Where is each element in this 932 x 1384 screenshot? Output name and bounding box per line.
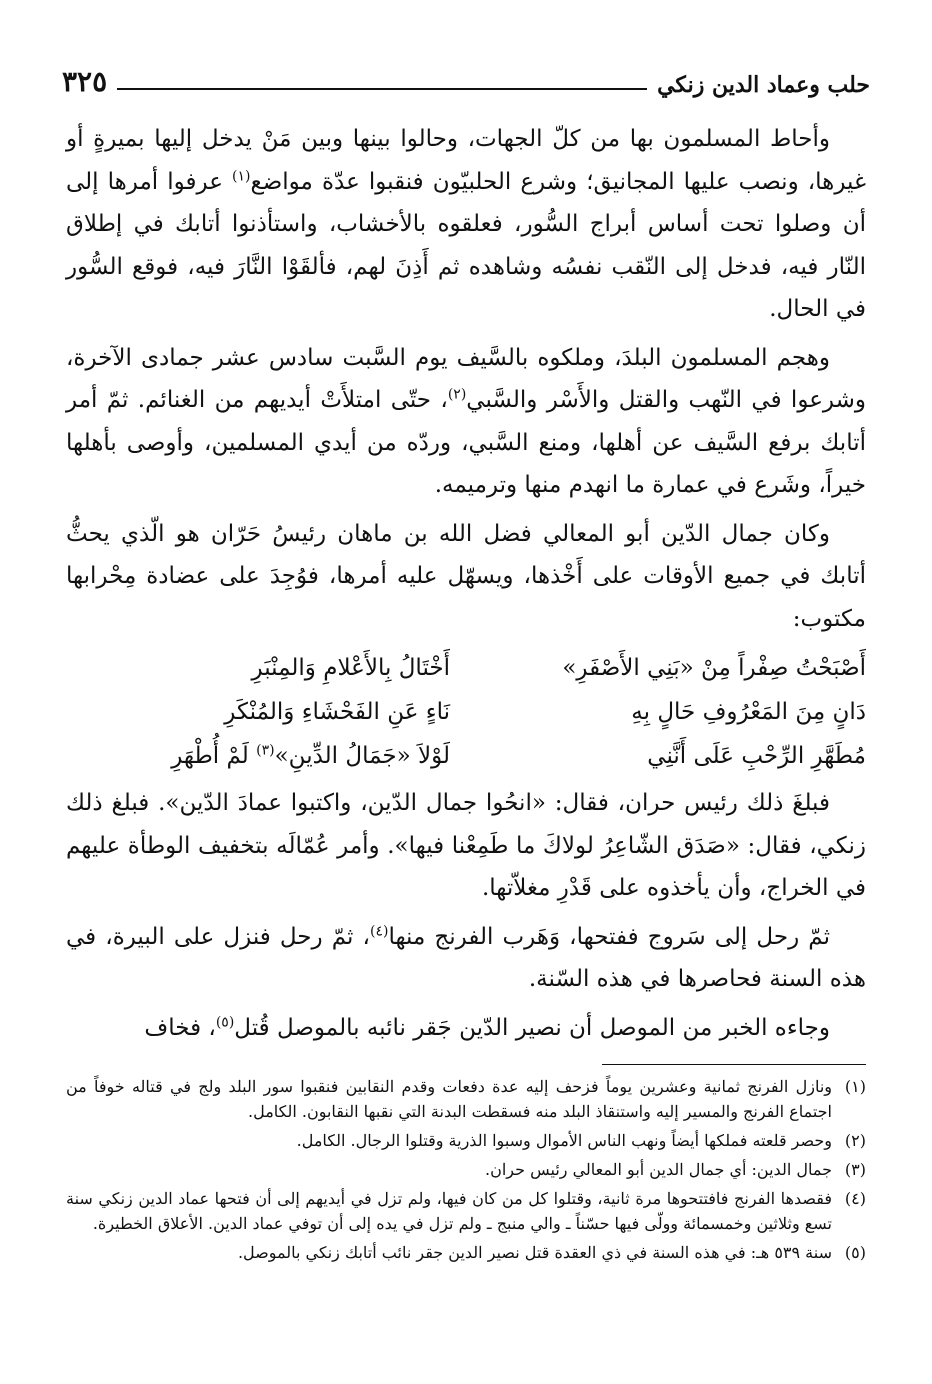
footnote-text: فقصدها الفرنج فافتتحوها مرة ثانية، وقتلوا كل من كان فيها، ولم تزل في أيديهم إلى أن فتحها عماد الدين زنكي سنة تسع وثلاثين وخمسمائة وولّى فيها حسّناً ـ والي منبج ـ ولم تزل في يده إلى أن توفي عماد الدين. الأعلاق الخطيرة. [66,1189,832,1233]
footnotes [66,1074,866,1269]
paragraph-1: وأحاط المسلمون بها من كلّ الجهات، وحالوا بينها وبين مَنْ يدخل إليها بميرةٍ أو غيرها، ونصب عليها المجانيق؛ وشرع الحلبيّون فنقبوا عدّة مواضع$^{(١)}$ عرفوا أمرها إلى أن وصلوا تحت أساس أبراج السُّور، فعلقوه بالأخشاب، واستأذنوا أتابك في إطلاق النّار فيه، فدخل إلى النّقب نفسُه وشاهده ثم أَذِنَ لهم، فألقَوْا النَّارَ فيه، فوقع السُّور في الحال. [66,126,866,322]
footnote [66,1157,866,1182]
footnote-number: (٥) [844,1243,866,1262]
footnote-ref-5: (٥) [215,1013,235,1030]
footnote-number: (٢) [844,1131,866,1150]
footnote-text: وحصر قلعته فملكها أيضاً ونهب الناس الأموال وسبوا الذرية وقتلوا الرجال. الكامل. [296,1131,832,1150]
footnote-ref-4: (٤) [369,922,389,939]
poem-verse [66,690,866,734]
footnote [66,1128,866,1153]
footnote-ref-2: (٢) [447,386,467,403]
footnote-number: (١) [844,1077,866,1096]
footnote [66,1186,866,1236]
footnote [66,1074,866,1124]
poem-hemistich-second: لَوْلاَ «جَمَالُ الدِّينِ»$^{(٣)}$ لَمْ أُطْهَرِ [171,742,450,769]
paragraph-6: وجاءه الخبر من الموصل أن نصير الدّين جَقر نائبه بالموصل قُتل$^{(٥)}$، فخاف [144,1013,830,1041]
page-number: ٣٢٥ [62,65,108,98]
poem-hemistich-first: أَصْبَحْتُ صِفْراً مِنْ «بَنِي الأَصْفَرِ» [562,655,866,681]
poem-hemistich-first: مُطَهَّرِ الرِّحْبِ عَلَى أَنَّنِي [647,743,866,769]
poem-verse [66,646,866,690]
footnote-text: ونازل الفرنج ثمانية وعشرين يوماً فزحف إليه عدة دفعات وقدم النقابين فنقبوا سور البلد ولج في قتاله خوفاً من اجتماع الفرنج والمسير إليه واستنقاذ البلد منه فسقطت البدنة التي نقبها النقابون. الكامل. [66,1077,832,1121]
footnote-ref-1: (١) [232,167,251,184]
footnote-text: جمال الدين: أي جمال الدين أبو المعالي رئيس حران. [485,1160,832,1179]
running-title: حلب وعماد الدين زنكي [657,72,870,98]
main-text [66,118,866,1055]
footnote-number: (٣) [844,1160,866,1179]
page-header [62,62,870,98]
paragraph-4: فبلغَ ذلك رئيس حران، فقال: «انحُوا جمال الدّين، واكتبوا عمادَ الدّين». فبلغ ذلك زنكي، فقال: «صَدَق الشّاعِرُ لولاكَ ما طَمِعْنا فيها». وأمر عُمّالَه بتخفيف الوطأة عليهم في الخراج، وأن يأخذوه على قَدْرِ مغلاّتها. [66,790,866,901]
paragraph-2: وهجم المسلمون البلدَ، وملكوه بالسَّيف يوم السَّبت سادس عشر جمادى الآخرة، وشرعوا في النّهب والقتل والأَسْر والسَّبي$^{(٢)}$، حتّى امتلأَتْ أيديهم من الغنائم. ثمّ أمر أتابك برفع السَّيف عن أهلها، ومنع السَّبي، وردّه من أيدي المسلمين، وأوصى بأهلها خيراً، وشَرع في عمارة ما انهدم منها وترميمه. [66,344,866,498]
footnote [66,1240,866,1265]
poem [66,646,866,778]
footnote-ref-3: (٣) [256,742,275,759]
poem-hemistich-second: أَخْتَالُ بِالأَعْلامِ وَالمِنْبَرِ [251,655,450,681]
footnote-text: سنة ٥٣٩ هـ: في هذه السنة في ذي العقدة قتل نصير الدين جقر نائب أتابك زنكي بالموصل. [237,1243,832,1262]
poem-hemistich-second: نَاءٍ عَنِ الفَحْشَاءِ وَالمُنْكَرِ [224,699,450,725]
footnote-separator [602,1064,866,1065]
paragraph-3: وكان جمال الدّين أبو المعالي فضل الله بن ماهان رئيسُ حَرّان هو الّذي يحثُّ أتابك في جميع الأوقات على أَخْذها، ويسهّل عليه أمرها، فوُجِدَ على عضادة مِحْرابها مكتوب: [66,520,866,632]
paragraph-5: ثمّ رحل إلى سَروج ففتحها، وَهَرب الفرنج منها$^{(٤)}$، ثمّ رحل فنزل على البيرة، في هذه السنة فحاصرها في هذه السّنة. [66,922,866,992]
header-rule [117,88,647,90]
poem-hemistich-first: دَانٍ مِنَ المَعْرُوفِ حَالٍ بِهِ [631,699,866,725]
poem-verse [66,734,866,778]
footnote-number: (٤) [844,1189,866,1208]
